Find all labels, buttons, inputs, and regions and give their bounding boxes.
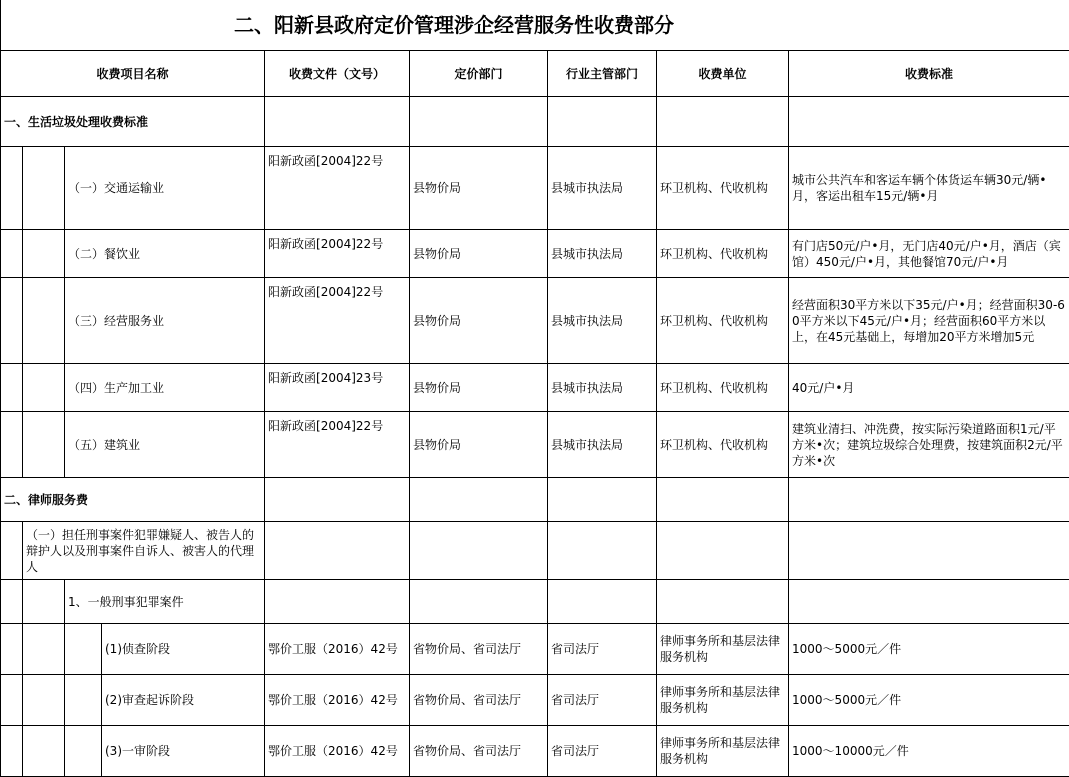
table-row — [1, 278, 1069, 364]
subsection-row — [1, 522, 1069, 580]
item-dept: 省物价局、省司法厅 — [410, 624, 548, 675]
item-authority: 县城市执法局 — [548, 278, 657, 364]
item-name: (1)侦查阶段 — [102, 624, 265, 675]
table-row — [1, 726, 1069, 777]
section2-label: 二、律师服务费 — [1, 478, 265, 522]
item-name: （一）交通运输业 — [65, 147, 265, 230]
item-authority: 县城市执法局 — [548, 147, 657, 230]
item-doc: 阳新政函[2004]23号 — [265, 364, 410, 412]
item-doc: 阳新政函[2004]22号 — [265, 278, 410, 364]
item-authority: 县城市执法局 — [548, 230, 657, 278]
item-dept: 县物价局 — [410, 364, 548, 412]
header-authority: 行业主管部门 — [548, 51, 657, 97]
table-row — [1, 230, 1069, 278]
section-row — [1, 478, 1069, 522]
item-authority: 县城市执法局 — [548, 364, 657, 412]
header-doc: 收费文件（文号） — [265, 51, 410, 97]
item-authority: 县城市执法局 — [548, 412, 657, 478]
item-unit: 律师事务所和基层法律服务机构 — [657, 624, 789, 675]
item-doc: 阳新政函[2004]22号 — [265, 147, 410, 230]
item-doc: 鄂价工服（2016）42号 — [265, 675, 410, 726]
item-name: （二）餐饮业 — [65, 230, 265, 278]
item-authority: 省司法厅 — [548, 726, 657, 777]
table-row — [1, 147, 1069, 230]
item-standard: 经营面积30平方米以下35元/户•月；经营面积30-60平方米以下45元/户•月；经营面积60平方米以上，在45元基础上，每增加20平方米增加5元 — [789, 278, 1069, 364]
item-unit: 环卫机构、代收机构 — [657, 230, 789, 278]
subsection-label: 1、一般刑事犯罪案件 — [65, 580, 265, 624]
table-row — [1, 675, 1069, 726]
item-doc: 鄂价工服（2016）42号 — [265, 624, 410, 675]
section1-label: 一、生活垃圾处理收费标准 — [1, 97, 265, 147]
item-dept: 省物价局、省司法厅 — [410, 726, 548, 777]
title-text: 二、阳新县政府定价管理涉企经营服务性收费部分 — [234, 13, 674, 37]
item-standard: 有门店50元/户•月，无门店40元/户•月，酒店（宾馆）450元/户•月，其他餐馆70元/户•月 — [789, 230, 1069, 278]
table-row — [1, 364, 1069, 412]
table-row — [1, 624, 1069, 675]
item-unit: 律师事务所和基层法律服务机构 — [657, 675, 789, 726]
header-unit: 收费单位 — [657, 51, 789, 97]
item-standard: 40元/户•月 — [789, 364, 1069, 412]
item-standard: 建筑业清扫、冲洗费，按实际污染道路面积1元/平方米•次；建筑垃圾综合处理费，按建筑面积2元/平方米•次 — [789, 412, 1069, 478]
item-standard: 1000～10000元／件 — [789, 726, 1069, 777]
item-doc: 阳新政函[2004]22号 — [265, 230, 410, 278]
item-standard: 1000～5000元／件 — [789, 675, 1069, 726]
item-name: (3)一审阶段 — [102, 726, 265, 777]
page-title — [0, 0, 1069, 50]
section-row — [1, 97, 1069, 147]
item-name: （三）经营服务业 — [65, 278, 265, 364]
table-row — [1, 412, 1069, 478]
item-doc: 鄂价工服（2016）42号 — [265, 726, 410, 777]
item-unit: 环卫机构、代收机构 — [657, 278, 789, 364]
item-authority: 省司法厅 — [548, 675, 657, 726]
fee-table — [0, 50, 1069, 777]
item-unit: 律师事务所和基层法律服务机构 — [657, 726, 789, 777]
item-standard: 城市公共汽车和客运车辆个体货运车辆30元/辆•月，客运出租车15元/辆•月 — [789, 147, 1069, 230]
item-unit: 环卫机构、代收机构 — [657, 364, 789, 412]
item-name: (2)审查起诉阶段 — [102, 675, 265, 726]
item-doc: 阳新政函[2004]22号 — [265, 412, 410, 478]
header-row — [1, 51, 1069, 97]
item-dept: 县物价局 — [410, 147, 548, 230]
item-dept: 县物价局 — [410, 412, 548, 478]
subsection-label: （一）担任刑事案件犯罪嫌疑人、被告人的辩护人以及刑事案件自诉人、被害人的代理人 — [23, 522, 265, 580]
item-unit: 环卫机构、代收机构 — [657, 412, 789, 478]
header-standard: 收费标准 — [789, 51, 1069, 97]
item-authority: 省司法厅 — [548, 624, 657, 675]
subsection-row — [1, 580, 1069, 624]
header-dept: 定价部门 — [410, 51, 548, 97]
item-name: （四）生产加工业 — [65, 364, 265, 412]
item-dept: 县物价局 — [410, 278, 548, 364]
item-dept: 省物价局、省司法厅 — [410, 675, 548, 726]
header-name: 收费项目名称 — [1, 51, 265, 97]
item-unit: 环卫机构、代收机构 — [657, 147, 789, 230]
item-name: （五）建筑业 — [65, 412, 265, 478]
item-standard: 1000～5000元／件 — [789, 624, 1069, 675]
item-dept: 县物价局 — [410, 230, 548, 278]
